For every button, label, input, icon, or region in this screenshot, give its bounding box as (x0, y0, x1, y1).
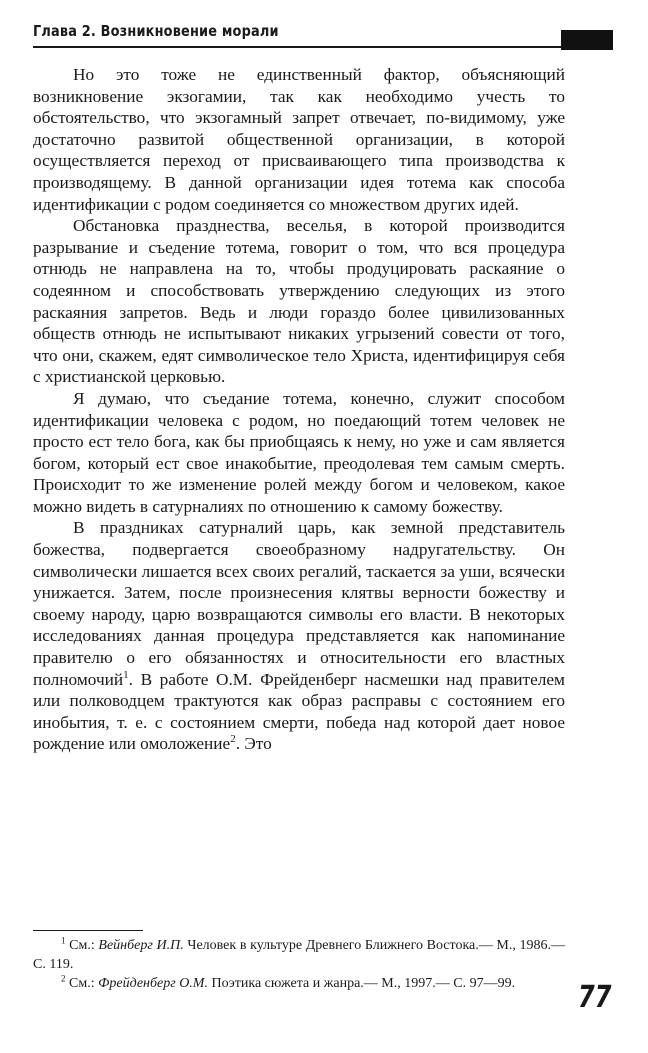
paragraph: Я думаю, что съедание тотема, конечно, служит способом идентификации человека с родом, но поедающий тотем человек не просто ест тело бога, как бы приобщаясь к нему, но уже и сам является богом, который ест свое инакобытие, преодолевая тем самым смерть. Происходит то же изменение ролей между богом и человеком, какое можно видеть в сатурналиях по отношению к самому божеству. (33, 388, 565, 516)
footnote-author: Вейнберг И.П. (98, 938, 184, 953)
footnote-author: Фрейденберг О.М. (98, 976, 208, 991)
footnote-citation: Человек в культуре Древнего Ближнего Востока.— М., 1986.— С. 119. (33, 938, 565, 972)
footnote-ref-1: 1 (123, 668, 129, 681)
footnotes (33, 936, 565, 993)
chapter-title: Глава 2. Возникновение морали (33, 22, 279, 40)
footnote-ref-2: 2 (230, 733, 236, 746)
footnote-prefix: См.: (65, 976, 99, 991)
page-number: 77 (578, 980, 612, 1015)
paragraph-text: В праздниках сатурналий царь, как земной представитель божества, подвергается своеобразному надругательству. Он символически лишается всех своих регалий, таскается за уши, всячески унижается. Затем, после произнесения клятвы верности божеству и своему народу, царю возвращаются символы его власти. В некоторых исследованиях данная процедура представляется как напоминание правителю о его обязанностях и относительности его властных полномочий (33, 518, 565, 689)
running-header (33, 22, 613, 52)
footnote-rule (33, 930, 143, 931)
footnote (33, 974, 565, 993)
paragraph-text: . В работе О.М. Фрейденберг насмешки над правителем или полководцем трактуются как образ расправы с состоянием его инобытия, т. е. с состоянием смерти, победа над которой дает новое рождение или омоложение (33, 669, 565, 754)
footnote (33, 936, 565, 974)
footnote-mark: 2 (61, 973, 66, 984)
header-rule (33, 46, 561, 48)
footnote-mark: 1 (61, 935, 66, 946)
footnote-citation: Поэтика сюжета и жанра.— М., 1997.— С. 97—99. (207, 976, 516, 991)
paragraph (33, 517, 565, 755)
paragraph: Обстановка празднества, веселья, в которой производится разрывание и съедение тотема, говорит о том, что вся процедура отнюдь не направлена на то, чтобы продуцировать раскаяние о содеянном и способствовать утверждению следующих из этого раскаяния запретов. Ведь и люди гораздо более цивилизованных обществ отнюдь не испытывают никаких угрызений совести от того, что они, скажем, едят символическое тело Христа, идентифицируя себя с христианской церковью. (33, 216, 565, 387)
paragraph: Но это тоже не единственный фактор, объясняющий возникновение экзогамии, так как необходимо учесть то обстоятельство, что экзогамный запрет отвечает, по-видимому, уже достаточно развитой общественной организации, в которой осуществляется переход от присваивающего типа производства к производящему. В данной организации идея тотема как способа идентификации с родом соединяется со множеством других идей. (33, 65, 565, 214)
footnote-prefix: См.: (65, 938, 99, 953)
paragraph-text: . Это (235, 734, 272, 754)
header-black-bar (561, 30, 613, 50)
body-text (33, 64, 565, 755)
